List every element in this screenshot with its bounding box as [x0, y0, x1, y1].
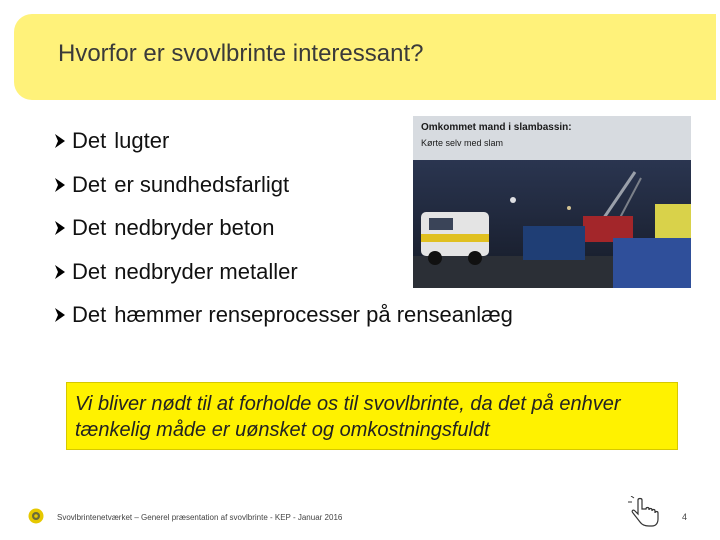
highlight-text: Vi bliver nødt til at forholde os til svovlbrinte, da det på enhver tænkelig måde er uønsket og omkostningsfuldt	[75, 393, 621, 441]
arrow-bullet-icon	[54, 133, 66, 149]
bullet-text: nedbryder beton	[114, 215, 275, 240]
bullet-subject: Det	[72, 128, 107, 153]
arrow-bullet-icon	[54, 264, 66, 280]
bullet-subject: Det	[72, 302, 107, 327]
bullet-subject: Det	[72, 171, 107, 197]
hand-pointer-icon[interactable]	[628, 496, 662, 530]
bullet-subject: Det	[72, 258, 107, 284]
page-number: 4	[682, 512, 688, 522]
network-logo-icon	[28, 508, 44, 524]
photo-caption	[413, 116, 691, 160]
arrow-bullet-icon	[54, 307, 66, 323]
bullet-item	[54, 302, 513, 346]
news-photo	[413, 116, 691, 288]
bullet-subject: Det	[72, 215, 107, 240]
caption-headline: Omkommet mand i slambassin:	[421, 122, 572, 133]
arrow-bullet-icon	[54, 220, 66, 236]
footer-text: Svovlbrintenetværket – Generel præsentation af svovlbrinte - KEP - Januar 2016	[57, 513, 343, 522]
bullet-text: lugter	[114, 128, 170, 153]
arrow-bullet-icon	[54, 177, 66, 193]
bullet-text: hæmmer renseprocesser på renseanlæg	[114, 302, 513, 327]
caption-subline: Kørte selv med slam	[421, 138, 504, 148]
slide-title: Hvorfor er svovlbrinte interessant?	[58, 40, 424, 67]
bullet-text: nedbryder metaller	[114, 258, 298, 284]
bullet-text: er sundhedsfarligt	[114, 171, 290, 197]
highlight-box	[66, 382, 678, 450]
